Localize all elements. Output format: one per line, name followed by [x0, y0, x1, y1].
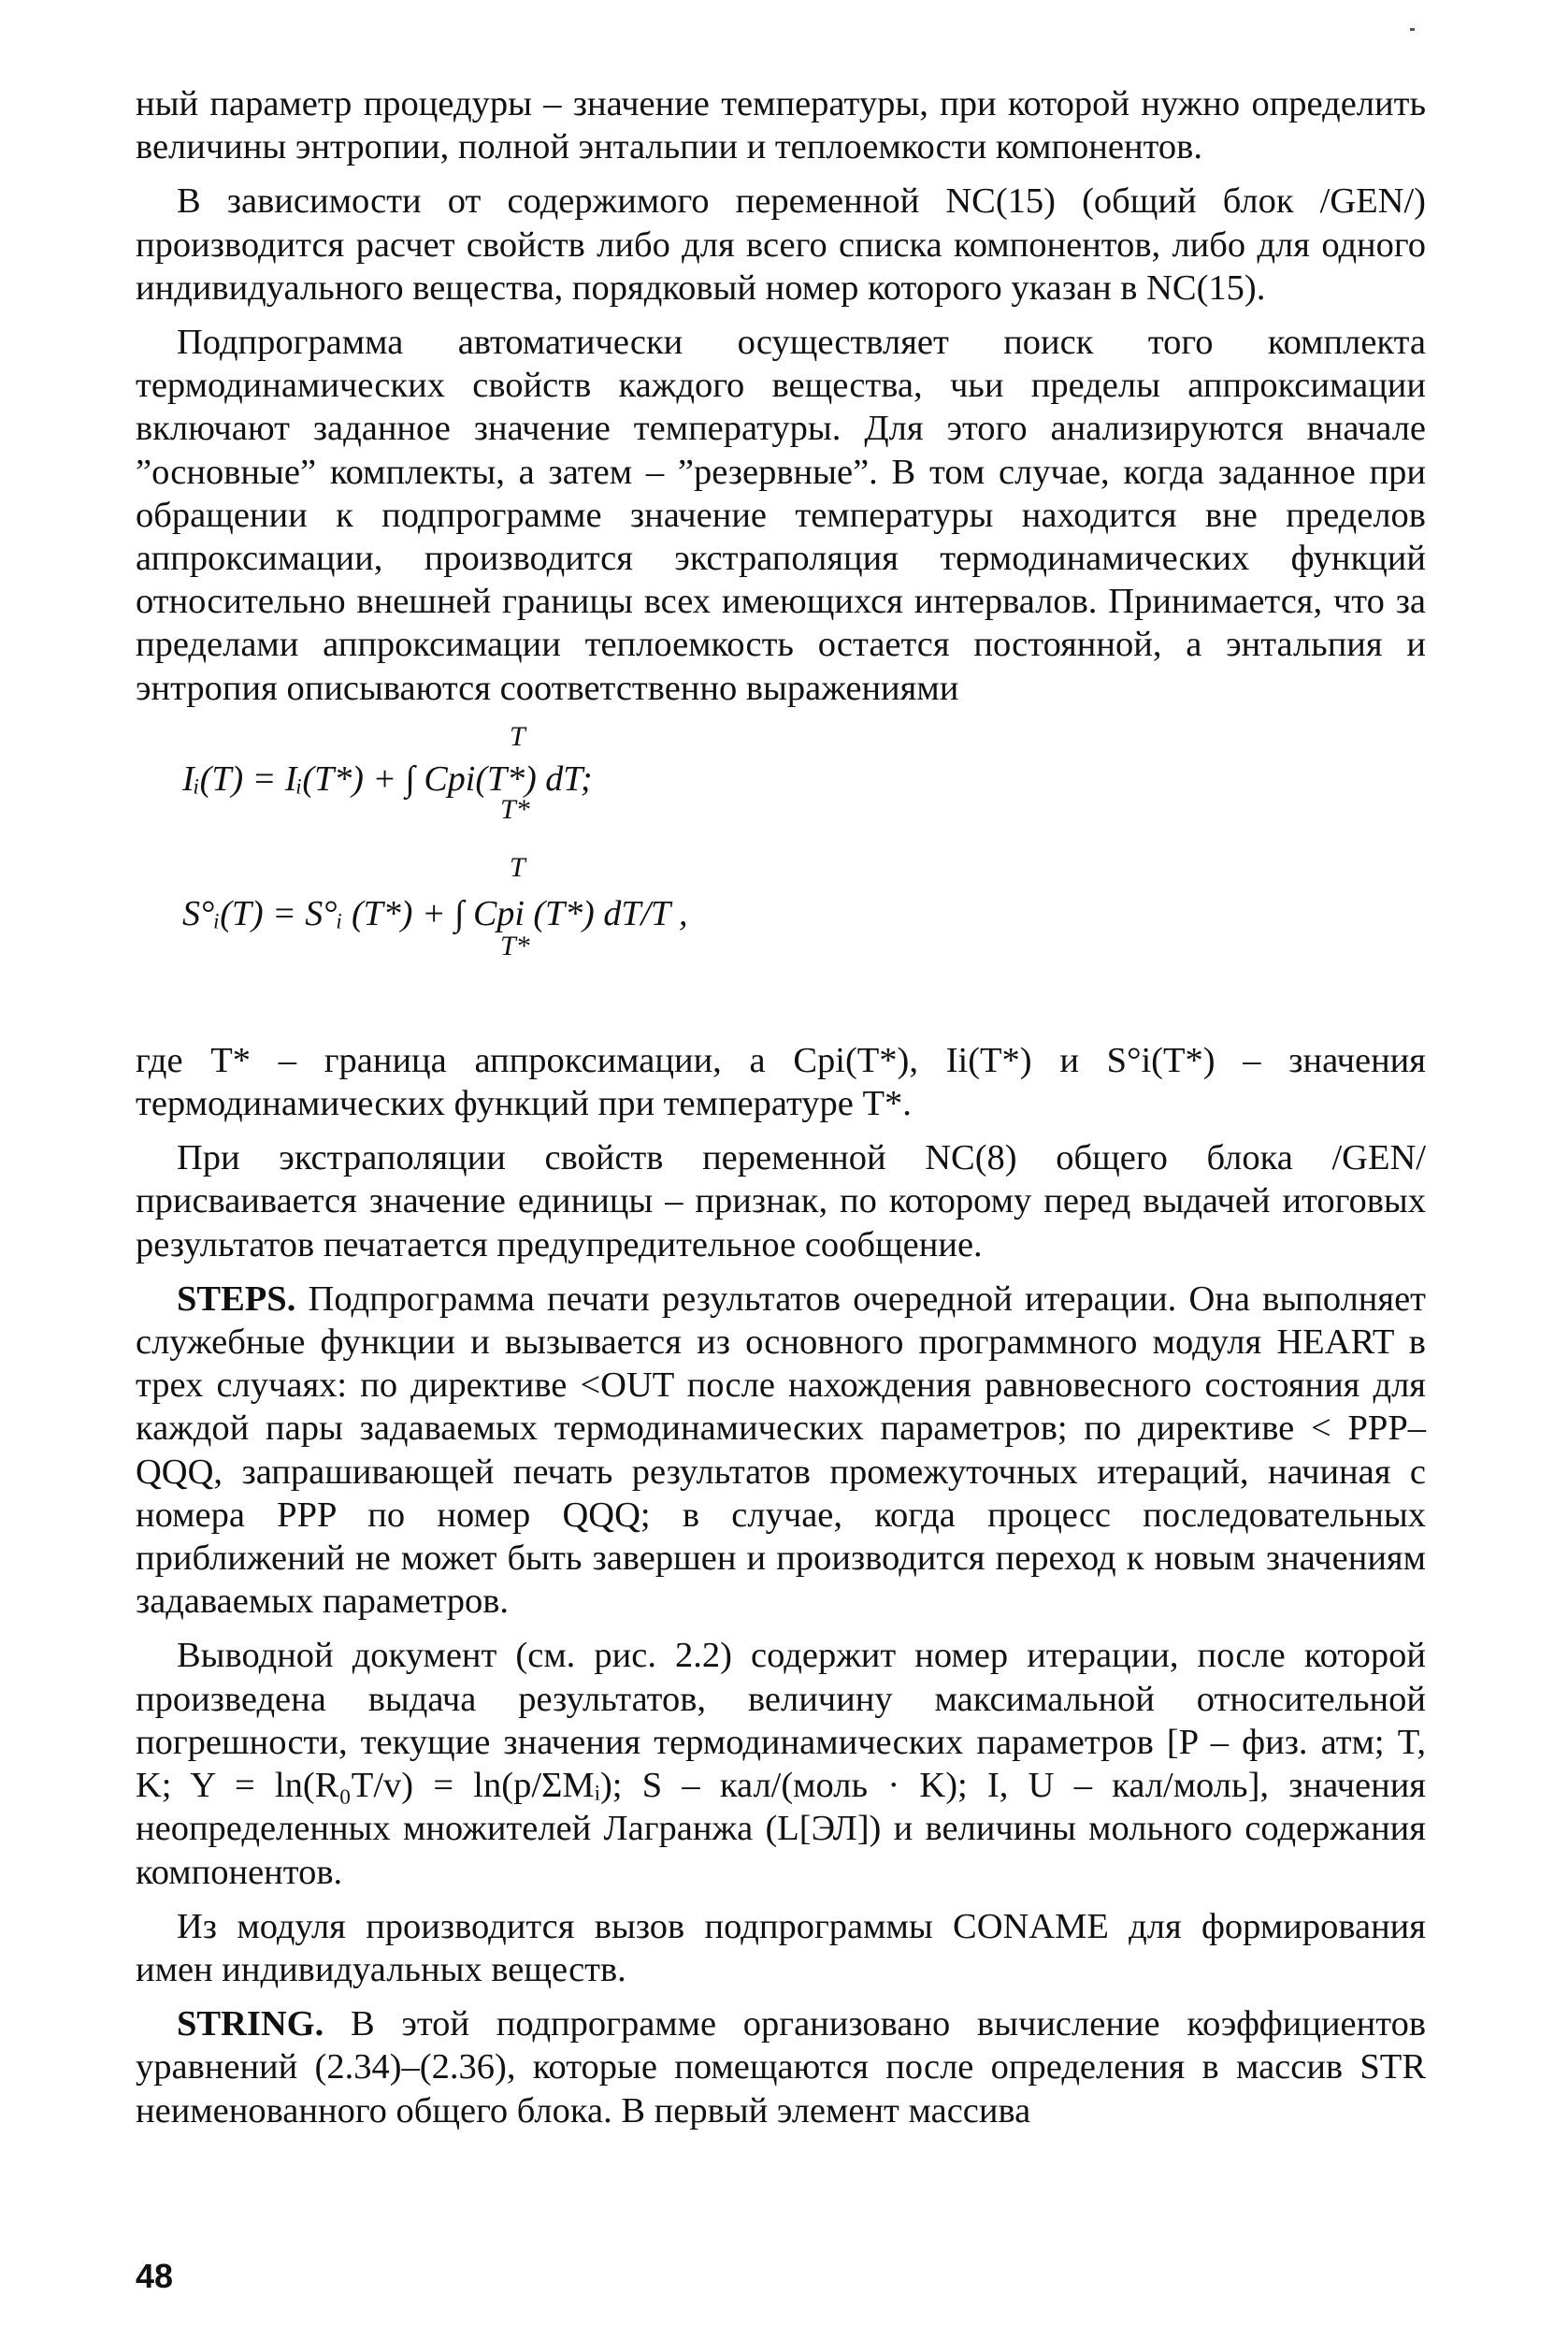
formula-entropy-main: S°ᵢ(T) = S°ᵢ (T*) + ∫ Cpi (T*) dT/T , [182, 893, 688, 933]
paragraph-9-text: В этой подпрограмме организовано вычисление коэффициентов уравнений (2.34)–(2.36), которые помещаются после определения в массив STR неименованного общего блока. В первый элемент массива [136, 2004, 1426, 2131]
section-title-steps: STEPS. [177, 1278, 296, 1319]
paragraph-6 [136, 1278, 1426, 1624]
formula-entropy [182, 852, 1024, 974]
paragraph-8: Из модуля производится вызов подпрограммы CONAME для формирования имен индивидуальных веществ. [136, 1906, 1426, 1989]
formula-enthalpy-lower-limit: T* [500, 793, 530, 825]
paragraph-3: Подпрограмма автоматически осуществляет поиск того комплекта термодинамических свойств каждого вещества, чьи пределы аппроксимации включают заданное значение температуры. Для этого анализируются вначале ”основные” комплекты, а затем – ”резервные”. В том случае, когда заданное при обращении к подпрограмме значение температуры находится вне пределов аппроксимации, производится экстраполяция термодинамических функций относительно внешней границы всех имеющихся интервалов. Принимается, что за пределами аппроксимации теплоемкость остается постоянной, а энтальпия и энтропия описываются соответственно выражениями [136, 323, 1426, 708]
formula-entropy-upper-limit: T [510, 851, 525, 883]
paragraph-9 [136, 2002, 1426, 2132]
page-body [136, 82, 1426, 2144]
page-number: 48 [136, 2257, 174, 2295]
formula-enthalpy [182, 721, 1024, 833]
formula-enthalpy-upper-limit: T [510, 720, 525, 752]
scan-speck [1410, 28, 1415, 31]
section-title-string: STRING. [177, 2004, 324, 2044]
paragraph-7: Выводной документ (см. рис. 2.2) содержит номер итерации, после которой произведена выдача результатов, величину максимальной относительной погрешности, текущие значения термодинамических параметров [P – физ. атм; T, K; Y = ln(R₀T/v) = ln(p/ΣMᵢ); S – кал/(моль · K); I, U – кал/моль], значения неопределенных множителей Лагранжа (L[ЭЛ]) и величины мольного содержания компонентов. [136, 1636, 1426, 1892]
formula-entropy-lower-limit: T* [500, 930, 530, 961]
paragraph-4: где T* – граница аппроксимации, а Cpi(T*), Ii(T*) и S°i(T*) – значения термодинамических функций при температуре T*. [136, 1040, 1426, 1124]
paragraph-5: При экстраполяции свойств переменной NC(8) общего блока /GEN/ присваивается значение единицы – признак, по которому перед выдачей итоговых результатов печатается предупредительное сообщение. [136, 1138, 1426, 1264]
paragraph-1: ный параметр процедуры – значение температуры, при которой нужно определить величины энтропии, полной энтальпии и теплоемкости компонентов. [136, 84, 1426, 167]
paragraph-2: В зависимости от содержимого переменной NC(15) (общий блок /GEN/) производится расчет свойств либо для всего списка компонентов, либо для одного индивидуального вещества, порядковый номер которого указан в NC(15). [136, 181, 1426, 308]
formula-block [136, 721, 1426, 1030]
paragraph-6-text: Подпрограмма печати результатов очередной итерации. Она выполняет служебные функции и вызывается из основного программного модуля HEART в трех случаях: по директиве <OUT после нахождения равновесного состояния для каждой пары задаваемых термодинамических параметров; по директиве < PPP–QQQ, запрашивающей печать результатов промежуточных итераций, начиная с номера PPP по номер QQQ; в случае, когда процесс последовательных приближений не может быть завершен и производится переход к новым значениям задаваемых параметров. [136, 1278, 1427, 1622]
formula-enthalpy-main: Iᵢ(T) = Iᵢ(T*) + ∫ Cpi(T*) dT; [182, 758, 593, 799]
